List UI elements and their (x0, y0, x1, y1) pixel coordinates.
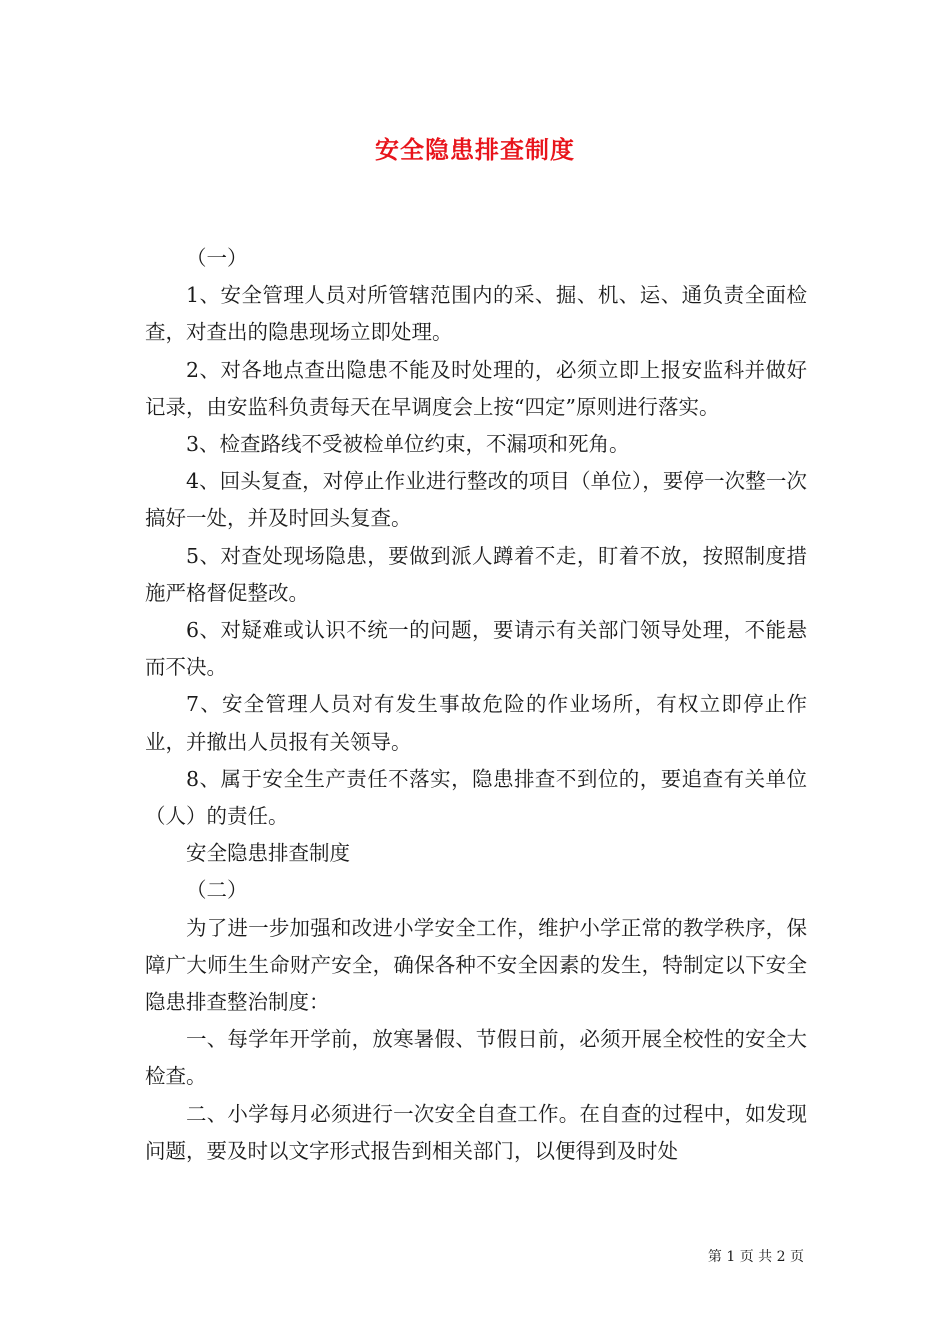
paragraph-intro: 为了进一步加强和改进小学安全工作，维护小学正常的教学秩序，保障广大师生生命财产安全，确保各种不安全因素的发生，特制定以下安全隐患排查整治制度： (145, 915, 807, 1015)
paragraph-item-7: 7、安全管理人员对有发生事故危险的作业场所，有权立即停止作业，并撤出人员报有关领导。 (145, 692, 807, 754)
page-number: 第 1 页 共 2 页 (707, 1249, 804, 1265)
paragraph-item-3: 3、检查路线不受被检单位约束，不漏项和死角。 (186, 432, 630, 457)
paragraph-item-8: 8、属于安全生产责任不落实，隐患排查不到位的，要追查有关单位（人）的责任。 (145, 766, 807, 829)
paragraph-item-4: 4、回头复查，对停止作业进行整改的项目（单位），要停一次整一次搞好一处，并及时回头复查。 (145, 469, 807, 531)
paragraph-subtitle: 安全隐患排查制度 (186, 841, 350, 866)
paragraph-rule-two: 二、小学每月必须进行一次安全自查工作。在自查的过程中，如发现问题，要及时以文字形式报告到相关部门，以便得到及时处 (145, 1101, 807, 1163)
paragraph-item-2: 2、对各地点查出隐患不能及时处理的，必须立即上报安监科并做好记录，由安监科负责每天在早调度会上按“四定”原则进行落实。 (145, 357, 807, 419)
document-title: 安全隐患排查制度 (375, 135, 575, 164)
paragraph-section-two-heading: （二） (186, 878, 248, 903)
paragraph-item-6: 6、对疑难或认识不统一的问题，要请示有关部门领导处理，不能悬而不决。 (145, 618, 807, 680)
paragraph-rule-one: 一、每学年开学前，放寒暑假、节假日前，必须开展全校性的安全大检查。 (145, 1027, 807, 1089)
paragraph-item-1: 1、安全管理人员对所管辖范围内的采、掘、机、运、通负责全面检查，对查出的隐患现场立即处理。 (145, 283, 807, 345)
paragraph-item-5: 5、对查处现场隐患，要做到派人蹲着不走，盯着不放，按照制度措施严格督促整改。 (145, 543, 807, 605)
document-body (145, 240, 807, 1170)
paragraph-section-one-heading: （一） (186, 246, 248, 270)
